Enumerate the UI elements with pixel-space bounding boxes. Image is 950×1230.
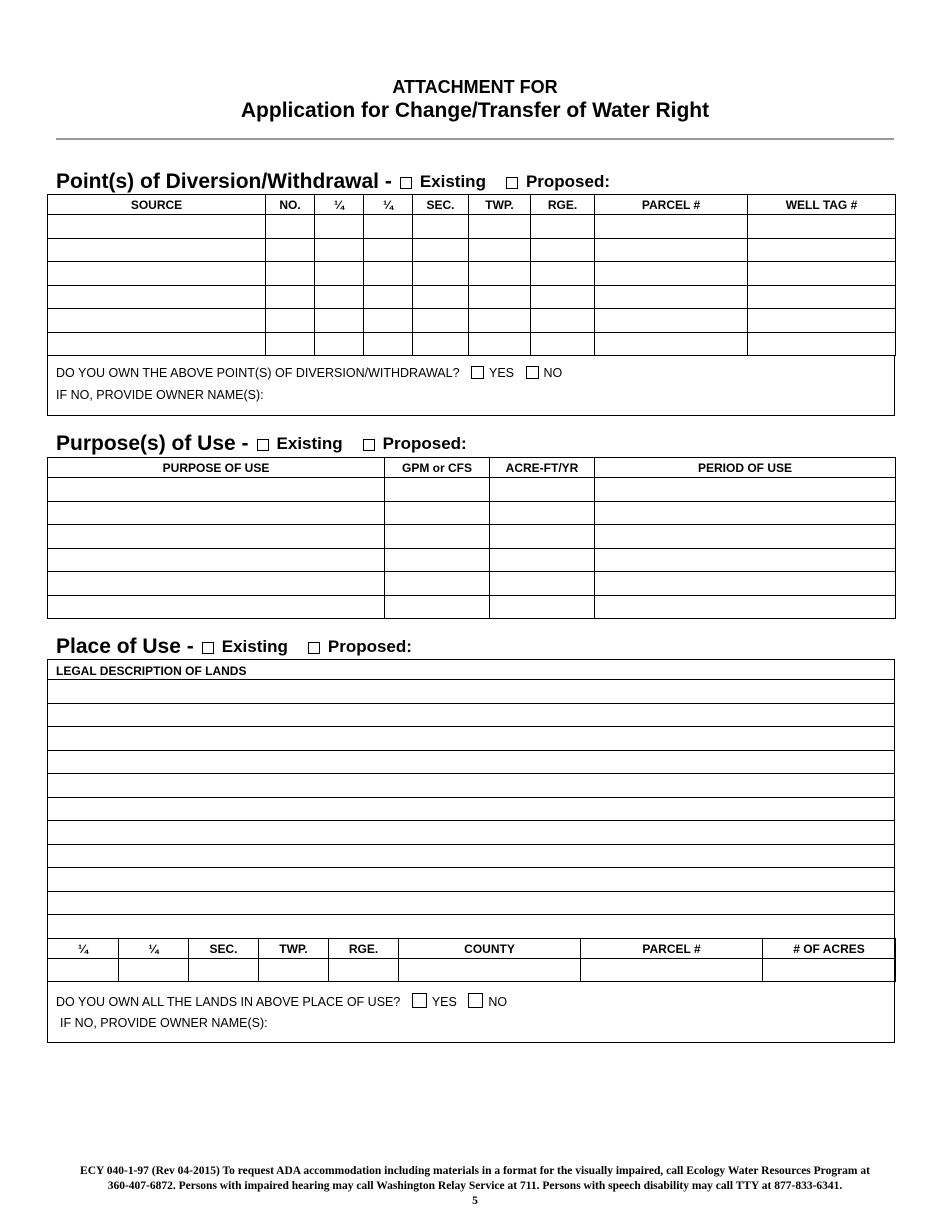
table-row[interactable] xyxy=(48,501,896,525)
column-header-source: SOURCE xyxy=(48,195,266,215)
footer-line-1: ECY 040-1-97 (Rev 04-2015) To request ADA accommodation including materials in a format for the visually impaired, call Ecology Water Resources Program at xyxy=(80,1165,870,1177)
table-row[interactable] xyxy=(48,959,896,982)
column-header-county: COUNTY xyxy=(399,939,581,959)
column-header-gpm-cfs: GPM or CFS xyxy=(385,458,490,478)
table-row[interactable] xyxy=(48,525,896,549)
column-header-sec: SEC. xyxy=(189,939,259,959)
place-of-use-box xyxy=(47,659,895,1043)
purpose-table xyxy=(47,457,896,619)
legal-description-line[interactable] xyxy=(48,773,894,774)
diversion-header-row xyxy=(48,195,896,215)
page-number: 5 xyxy=(472,1195,478,1207)
diversion-table xyxy=(47,194,896,356)
column-header-sec: SEC. xyxy=(413,195,469,215)
place-existing-checkbox[interactable] xyxy=(202,642,214,654)
place-location-table xyxy=(47,938,896,982)
column-header-quarter-1: ¼ xyxy=(315,195,364,215)
diversion-no-checkbox[interactable] xyxy=(526,366,539,379)
diversion-no-label: NO xyxy=(543,366,563,380)
column-header-well-tag: WELL TAG # xyxy=(748,195,896,215)
column-header-twp: TWP. xyxy=(469,195,531,215)
diversion-existing-label: Existing xyxy=(419,172,486,191)
purpose-section-title xyxy=(56,432,467,456)
place-ownership-question-text: DO YOU OWN ALL THE LANDS IN ABOVE PLACE OF USE? xyxy=(56,995,401,1009)
legal-description-header: LEGAL DESCRIPTION OF LANDS xyxy=(48,660,894,680)
place-no-label: NO xyxy=(488,995,508,1009)
column-header-acre-ft-yr: ACRE-FT/YR xyxy=(490,458,595,478)
column-header-purpose: PURPOSE OF USE xyxy=(48,458,385,478)
column-header-parcel: PARCEL # xyxy=(595,195,748,215)
legal-description-line[interactable] xyxy=(48,750,894,751)
column-header-twp: TWP. xyxy=(259,939,329,959)
place-yes-label: YES xyxy=(431,995,457,1009)
legal-description-line[interactable] xyxy=(48,726,894,727)
purpose-proposed-checkbox[interactable] xyxy=(363,439,375,451)
table-row[interactable] xyxy=(48,215,896,239)
place-owner-name-field[interactable]: IF NO, PROVIDE OWNER NAME(S): xyxy=(60,1016,268,1030)
place-proposed-label: Proposed: xyxy=(327,637,412,656)
place-existing-label: Existing xyxy=(221,637,288,656)
purpose-title: Purpose(s) of Use - xyxy=(56,432,249,455)
diversion-ownership-question-text: DO YOU OWN THE ABOVE POINT(S) OF DIVERSION/WITHDRAWAL? xyxy=(56,366,460,380)
column-header-quarter-1: ¼ xyxy=(48,939,119,959)
form-header xyxy=(0,76,950,124)
diversion-proposed-label: Proposed: xyxy=(525,172,611,191)
diversion-title: Point(s) of Diversion/Withdrawal - xyxy=(56,170,392,193)
diversion-section-title xyxy=(56,170,610,194)
table-row[interactable] xyxy=(48,548,896,572)
diversion-existing-checkbox[interactable] xyxy=(400,177,412,189)
diversion-ownership-question xyxy=(56,366,562,380)
legal-description-line[interactable] xyxy=(48,844,894,845)
place-no-checkbox[interactable] xyxy=(468,993,483,1008)
column-header-quarter-2: ¼ xyxy=(364,195,413,215)
column-header-no: NO. xyxy=(266,195,315,215)
place-section-title xyxy=(56,635,412,659)
diversion-ownership-box xyxy=(47,355,895,416)
place-header-row xyxy=(48,939,896,959)
purpose-existing-checkbox[interactable] xyxy=(257,439,269,451)
table-row[interactable] xyxy=(48,285,896,309)
table-row[interactable] xyxy=(48,238,896,262)
place-proposed-checkbox[interactable] xyxy=(308,642,320,654)
legal-description-line[interactable] xyxy=(48,867,894,868)
purpose-proposed-label: Proposed: xyxy=(382,434,467,453)
column-header-acres: # OF ACRES xyxy=(763,939,896,959)
form-subtitle: ATTACHMENT FOR xyxy=(392,77,558,97)
column-header-rge: RGE. xyxy=(329,939,399,959)
table-row[interactable] xyxy=(48,572,896,596)
legal-description-line[interactable] xyxy=(48,797,894,798)
column-header-rge: RGE. xyxy=(531,195,595,215)
legal-description-line[interactable] xyxy=(48,891,894,892)
place-ownership-question xyxy=(56,993,507,1009)
purpose-existing-label: Existing xyxy=(276,434,343,453)
diversion-owner-name-field[interactable]: IF NO, PROVIDE OWNER NAME(S): xyxy=(56,388,264,402)
table-row[interactable] xyxy=(48,478,896,502)
legal-description-line[interactable] xyxy=(48,914,894,915)
table-row[interactable] xyxy=(48,262,896,286)
form-footer xyxy=(30,1164,920,1209)
legal-description-line[interactable] xyxy=(48,703,894,704)
purpose-header-row xyxy=(48,458,896,478)
column-header-period: PERIOD OF USE xyxy=(595,458,896,478)
diversion-yes-checkbox[interactable] xyxy=(471,366,484,379)
column-header-quarter-2: ¼ xyxy=(119,939,189,959)
place-title: Place of Use - xyxy=(56,635,194,658)
place-yes-checkbox[interactable] xyxy=(412,993,427,1008)
column-header-parcel: PARCEL # xyxy=(581,939,763,959)
table-row[interactable] xyxy=(48,332,896,356)
footer-line-2: 360-407-6872. Persons with impaired hearing may call Washington Relay Service at 711. Persons with speech disability may call TTY at 877-833-6341. xyxy=(107,1180,843,1192)
table-row[interactable] xyxy=(48,595,896,619)
legal-description-line[interactable] xyxy=(48,820,894,821)
table-row[interactable] xyxy=(48,309,896,333)
diversion-proposed-checkbox[interactable] xyxy=(506,177,518,189)
diversion-yes-label: YES xyxy=(489,366,515,380)
header-divider xyxy=(56,138,894,140)
form-title: Application for Change/Transfer of Water Right xyxy=(240,99,710,122)
